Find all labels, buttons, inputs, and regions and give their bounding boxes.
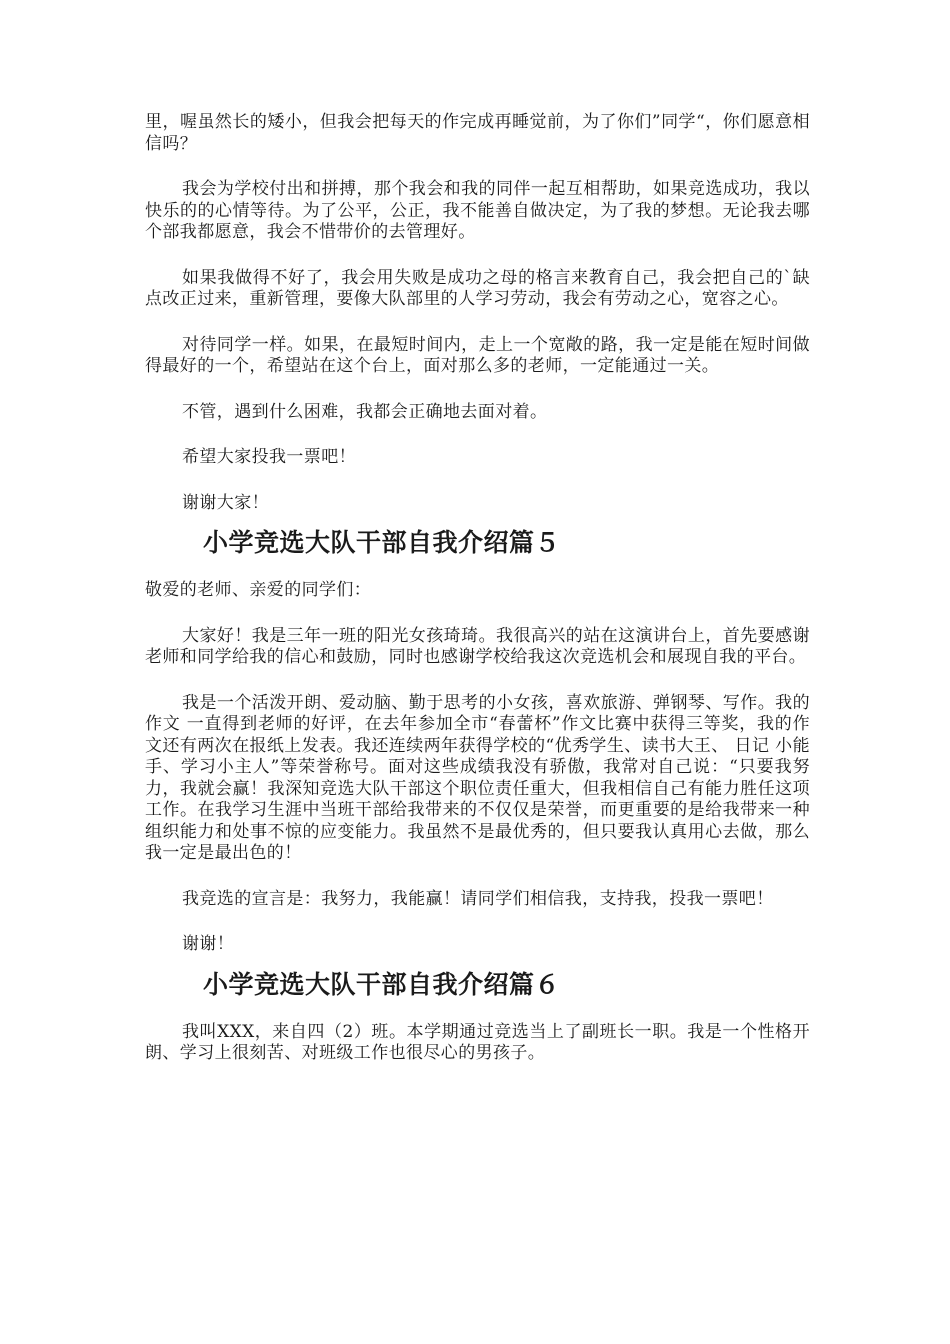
section-heading: 小学竞选大队干部自我介绍篇６	[203, 969, 561, 999]
paragraph: 不管，遇到什么困难，我都会正确地去面对着。	[182, 401, 548, 422]
paragraph: 谢谢大家！	[182, 492, 269, 513]
section-heading: 小学竞选大队干部自我介绍篇５	[203, 528, 561, 557]
paragraph: 里，喔虽然长的矮小，但我会把每天的作完成再睡觉前，为了你们”同学“，你们愿意相信吗？	[145, 112, 810, 154]
paragraph: 对待同学一样。如果，在最短时间内，走上一个宽敞的路，我一定是能在短时间做得最好的一个，希望站在这个台上，面对那么多的老师，一定能通过一关。	[145, 334, 810, 376]
salutation: 敬爱的老师、亲爱的同学们：	[145, 580, 372, 600]
paragraph: 我叫XXX，来自四（2）班。本学期通过竞选当上了副班长一职。我是一个性格开朗、学习上很刻苦、对班级工作也很尽心的男孩子。	[145, 1021, 810, 1063]
paragraph: 谢谢！	[182, 934, 235, 954]
paragraph: 我竞选的宣言是：我努力，我能赢！请同学们相信我，支持我，投我一票吧！	[182, 888, 774, 909]
paragraph: 我会为学校付出和拼搏，那个我会和我的同伴一起互相帮助，如果竞选成功，我以快乐的的心情等待。为了公平，公正，我不能善自做决定，为了我的梦想。无论我去哪个部我都愿意，我会不惜带价的去管理好。	[145, 179, 810, 242]
paragraph: 大家好！我是三年一班的阳光女孩琦琦。我很高兴的站在这演讲台上，首先要感谢老师和同学给我的信心和鼓励，同时也感谢学校给我这次竞选机会和展现自我的平台。	[145, 625, 810, 667]
paragraph: 我是一个活泼开朗、爱动脑、勤于思考的小女孩，喜欢旅游、弹钢琴、写作。我的 作文 一直得到老师的好评，在去年参加全市“春蕾杯”作文比赛中获得三等奖，我的作文还有两次在报纸上发表。我还连续两年获得学校的“优秀学生、读书大王、 日记 小能手、学习小主人”等荣誉称号。面对这些成绩我没有骄傲，我常对自己说：“只要我努力，我就会赢！我深知竞选大队干部这个职位责任重大，但我相信自己有能力胜任这项工作。在我学习生涯中当班干部给我带来的不仅仅是荣誉，而更重要的是给我带来一种组织能力和处事不惊的应变能力。我虽然不是最优秀的，但只要我认真用心去做，那么我一定是最出色的！	[145, 692, 810, 863]
paragraph: 如果我做得不好了，我会用失败是成功之母的格言来教育自己，我会把自己的`缺点改正过来，重新管理，要像大队部里的人学习劳动，我会有劳动之心，宽容之心。	[145, 267, 810, 309]
paragraph: 希望大家投我一票吧！	[182, 447, 356, 467]
